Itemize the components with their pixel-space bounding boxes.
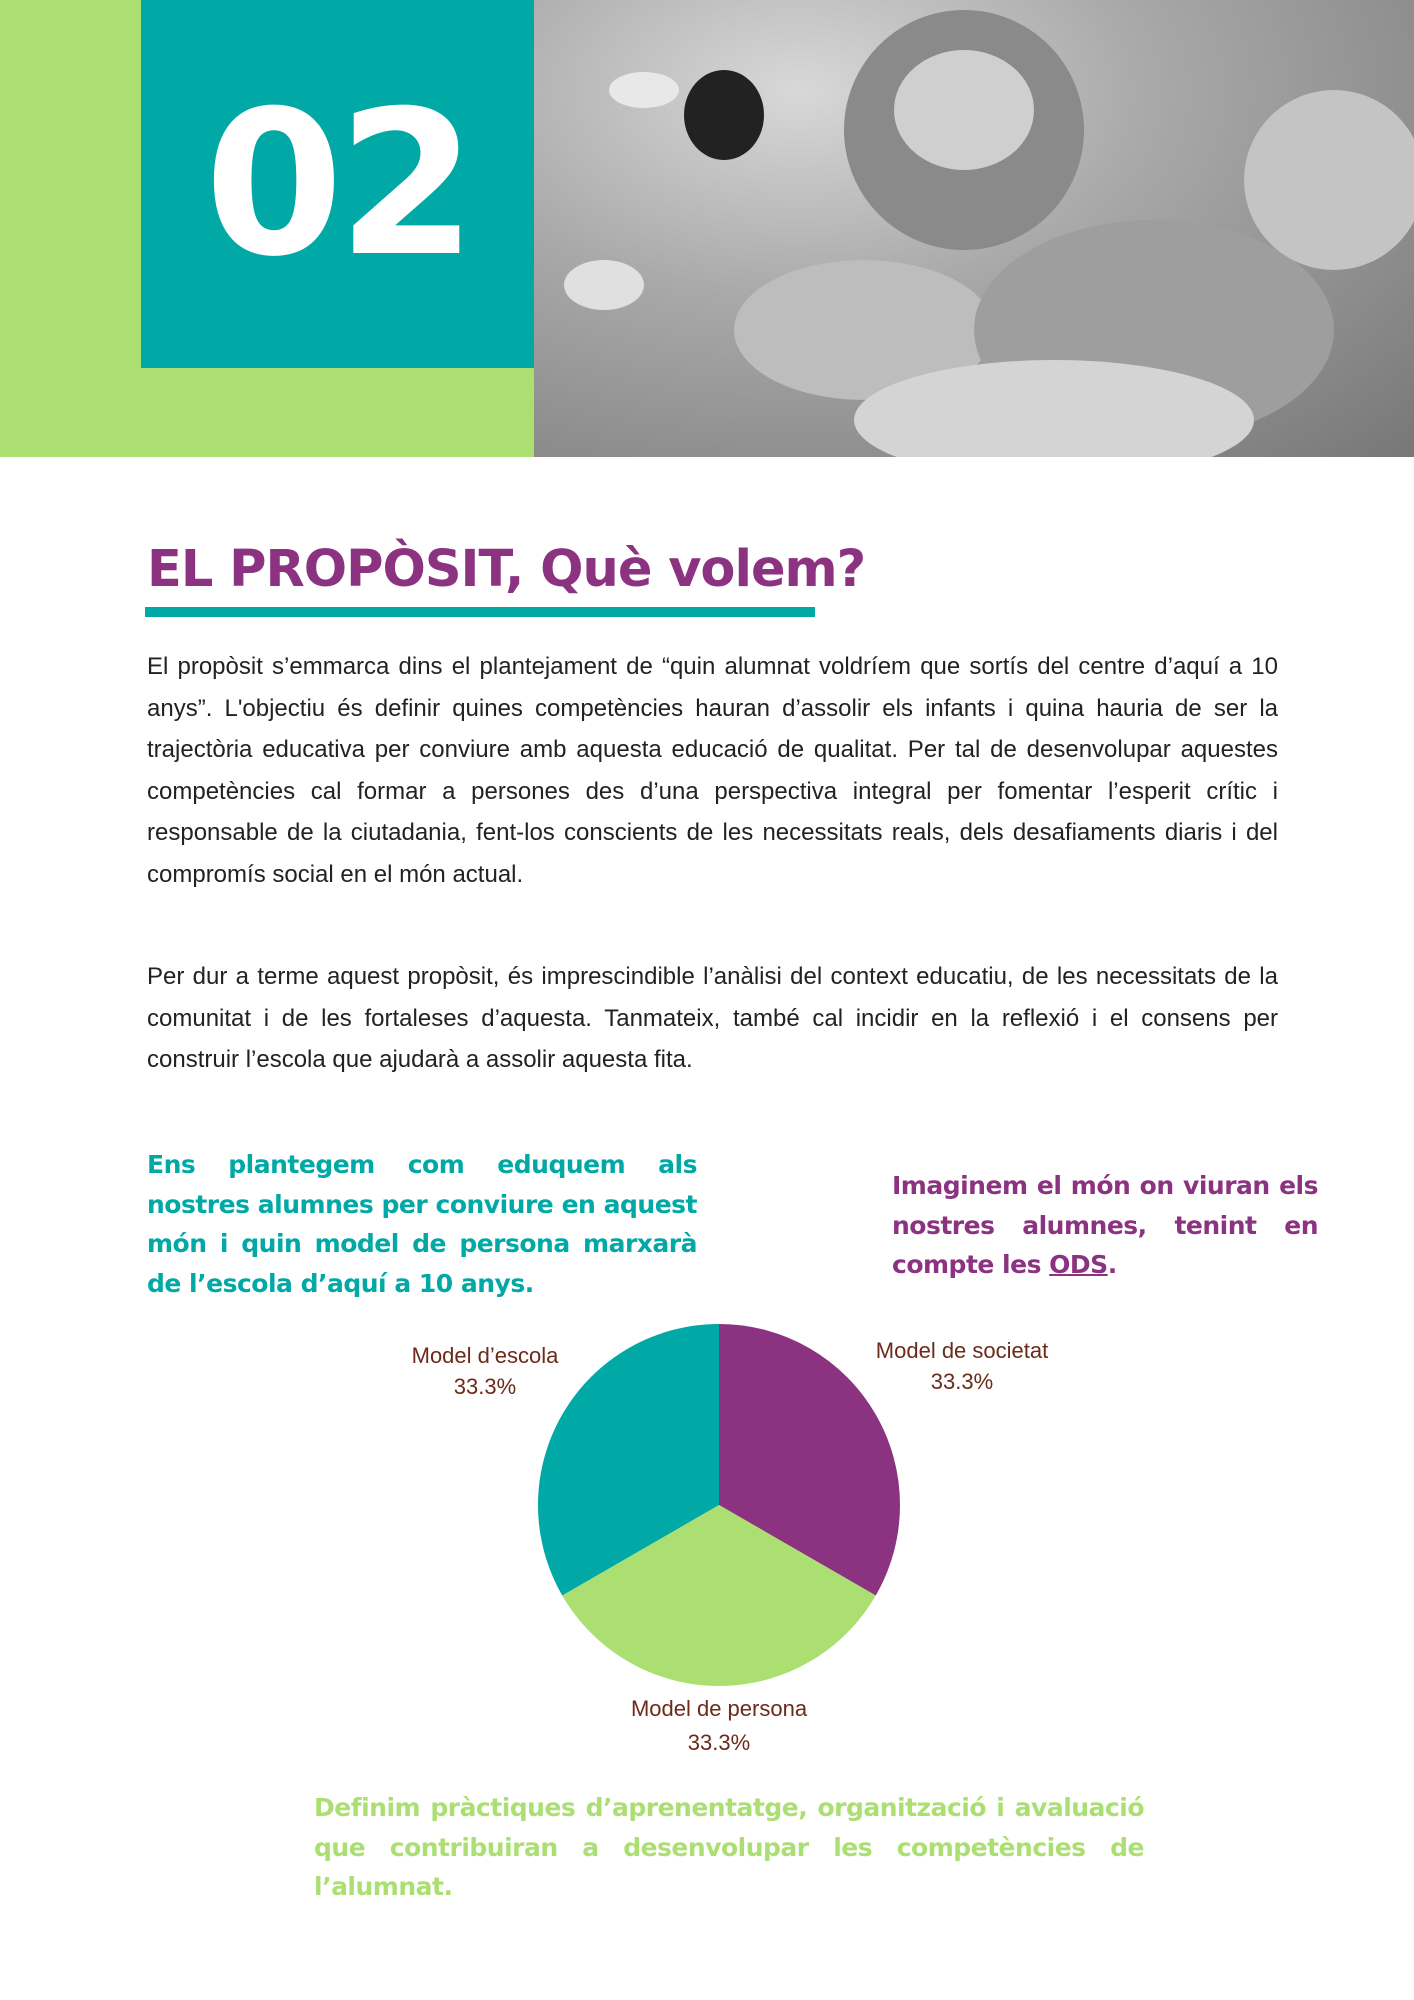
label-escola: Model d’escola <box>411 1343 559 1368</box>
label-societat: Model de societat <box>875 1338 1049 1363</box>
context-paragraph: Per dur a terme aquest propòsit, és imprescindible l’anàlisi del context educatiu, de les necessitats de la comunitat i de les fortaleses d’aquesta. Tanmateix, també cal incidir en la reflexió i el consens per construir l’escola que ajudarà a assolir aquesta fita. <box>147 963 1278 1073</box>
value-societat: 33.3% <box>930 1369 994 1394</box>
label-persona: Model de persona <box>630 1696 808 1721</box>
page-title: EL PROPÒSIT, Què volem? <box>147 540 866 599</box>
callout-green: Definim pràctiques d’aprenentatge, organització i avaluació que contribuiran a desenvolupar les competències de l’alumnat. <box>314 1793 1144 1901</box>
value-escola: 33.3% <box>453 1374 517 1399</box>
ods-link[interactable]: ODS <box>1049 1250 1108 1279</box>
section-number: 02 <box>204 67 471 301</box>
intro-paragraph: El propòsit s’emmarca dins el plantejament de “quin alumnat voldríem que sortís del centre d’aquí a 10 anys”. L'objectiu és definir quines competències hauran d’assolir els infants i quina hauria de ser la trajectòria educativa per conviure amb aquesta educació de qualitat. Per tal de desenvolupar aquestes competències cal formar a persones des d’una perspectiva integral per fomentar l’esperit crític i responsable de la ciutadania, fent-los conscients de les necessitats reals, dels desafiaments diaris i del compromís social en el món actual. <box>147 653 1278 888</box>
callout-purple-text: Imaginem el món on viuran els nostres alumnes, tenint en compte les <box>892 1171 1318 1279</box>
callout-teal: Ens plantegem com eduquem als nostres alumnes per conviure en aquest món i quin model de persona marxarà de l’escola d’aquí a 10 anys. <box>147 1150 697 1298</box>
callout-purple-suffix: . <box>1107 1250 1117 1279</box>
value-persona: 33.3% <box>687 1730 751 1755</box>
